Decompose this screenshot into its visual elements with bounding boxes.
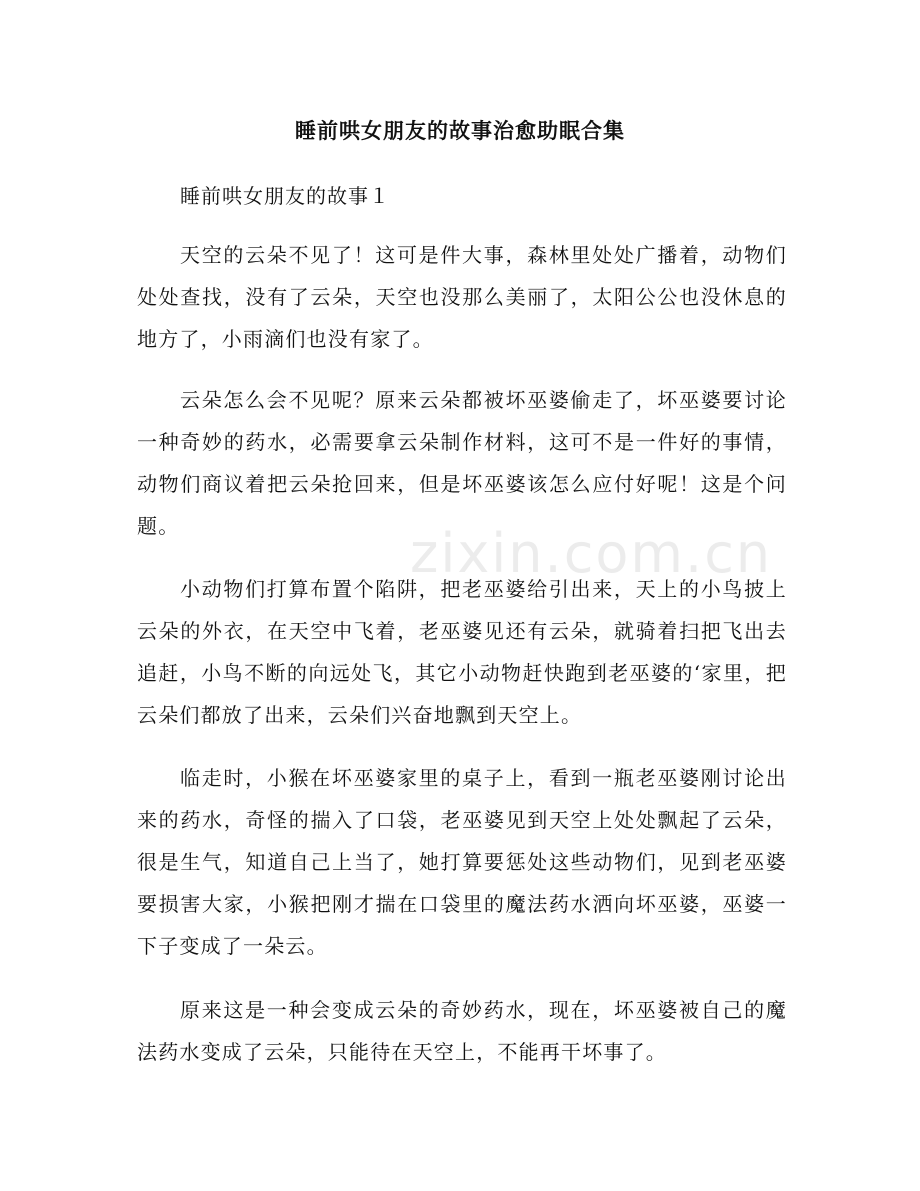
story-paragraph-3: 小动物们打算布置个陷阱，把老巫婆给引出来，天上的小鸟披上云朵的外衣，在天空中飞着，老巫婆见还有云朵，就骑着扫把飞出去追赶，小鸟不断的向远处飞，其它小动物赶快跑到老巫婆的‘家里，把云朵们都放了出来，云朵们兴奋地飘到天空上。 (137, 577, 787, 727)
page-title: 睡前哄女朋友的故事治愈助眠合集 (295, 118, 625, 143)
story-paragraph-5: 原来这是一种会变成云朵的奇妙药水，现在，坏巫婆被自己的魔法药水变成了云朵，只能待在天空上，不能再干坏事了。 (137, 998, 787, 1064)
watermark: zixin.com.cn (410, 522, 773, 585)
story-heading: 睡前哄女朋友的故事１ (180, 184, 390, 208)
story-paragraph-2: 云朵怎么会不见呢？原来云朵都被坏巫婆偷走了，坏巫婆要讨论一种奇妙的药水，必需要拿云朵制作材料，这可不是一件好的事情，动物们商议着把云朵抢回来，但是坏巫婆该怎么应付好呢！这是个问题。 (137, 388, 787, 538)
story-paragraph-1: 天空的云朵不见了！这可是件大事，森林里处处广播着，动物们处处查找，没有了云朵，天空也没那么美丽了，太阳公公也没休息的地方了，小雨滴们也没有家了。 (137, 243, 787, 351)
story-paragraph-4: 临走时，小猴在坏巫婆家里的桌子上，看到一瓶老巫婆刚讨论出来的药水，奇怪的揣入了口袋，老巫婆见到天空上处处飘起了云朵，很是生气，知道自己上当了，她打算要惩处这些动物们，见到老巫婆要损害大家，小猴把刚才揣在口袋里的魔法药水洒向坏巫婆，巫婆一下子变成了一朵云。 (137, 766, 787, 958)
